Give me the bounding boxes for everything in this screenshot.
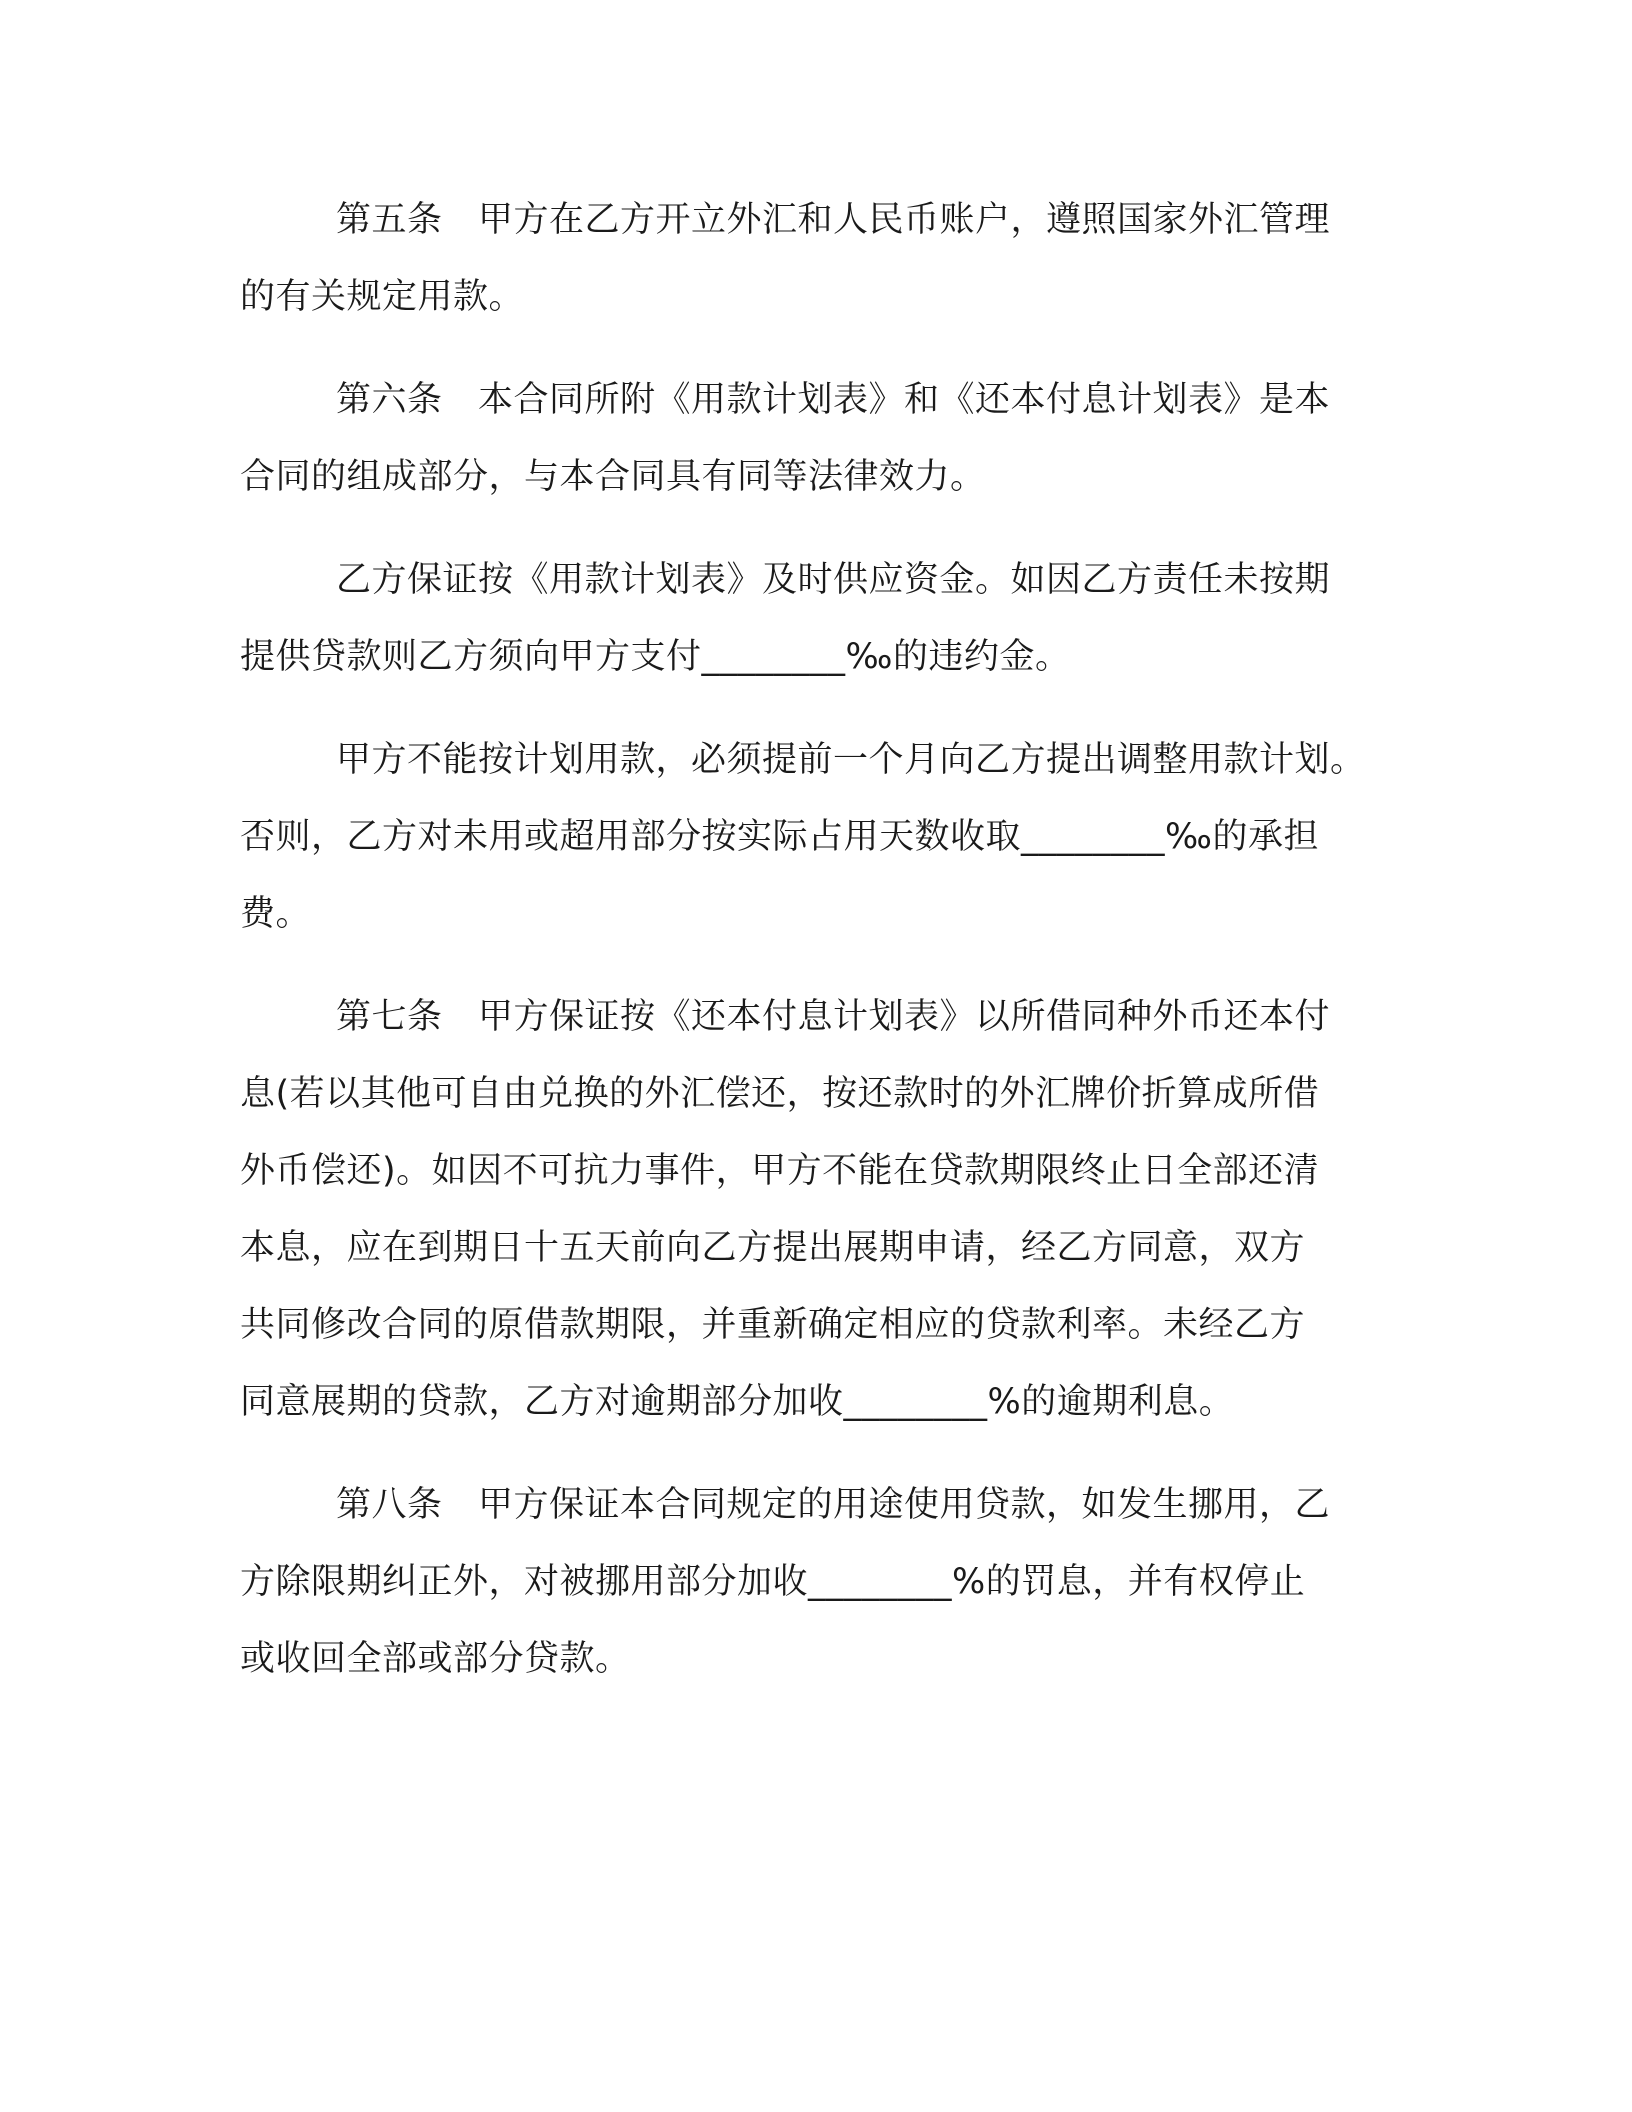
adjust-clause-line-3: 费。	[240, 894, 312, 934]
adjust-clause-line-2: 否则，乙方对未用或超用部分按实际占用天数收取________‰的承担	[240, 817, 1319, 857]
article-5-line-2: 的有关规定用款。	[240, 277, 525, 317]
article-7-line-2: 息(若以其他可自由兑换的外汇偿还，按还款时的外汇牌价折算成所借	[240, 1074, 1320, 1114]
article-7-line-5: 共同修改合同的原借款期限，并重新确定相应的贷款利率。未经乙方	[240, 1305, 1306, 1345]
article-5	[240, 182, 1380, 336]
article-7-line-4: 本息，应在到期日十五天前向乙方提出展期申请，经乙方同意，双方	[240, 1228, 1306, 1268]
article-8	[240, 1467, 1380, 1698]
article-8-line-2: 方除限期纠正外，对被挪用部分加收________%的罚息，并有权停止	[240, 1562, 1306, 1602]
article-6	[240, 362, 1380, 516]
adjust-clause-line-1: 甲方不能按计划用款，必须提前一个月向乙方提出调整用款计划。	[336, 740, 1366, 780]
article-7	[240, 979, 1380, 1441]
article-5-line-1: 第五条 甲方在乙方开立外汇和人民币账户，遵照国家外汇管理	[336, 200, 1331, 240]
article-6-supply-clause	[240, 542, 1380, 696]
article-6-adjust-clause	[240, 722, 1380, 953]
article-7-line-3: 外币偿还)。如因不可抗力事件，甲方不能在贷款期限终止日全部还清	[240, 1151, 1320, 1191]
supply-clause-line-1: 乙方保证按《用款计划表》及时供应资金。如因乙方责任未按期	[336, 560, 1331, 600]
article-8-line-1: 第八条 甲方保证本合同规定的用途使用贷款，如发生挪用，乙	[336, 1485, 1331, 1525]
contract-text	[240, 182, 1380, 1724]
article-8-line-3: 或收回全部或部分贷款。	[240, 1639, 631, 1679]
article-6-line-2: 合同的组成部分，与本合同具有同等法律效力。	[240, 457, 986, 497]
article-7-line-1: 第七条 甲方保证按《还本付息计划表》以所借同种外币还本付	[336, 997, 1331, 1037]
supply-clause-line-2: 提供贷款则乙方须向甲方支付________‰的违约金。	[240, 637, 1071, 677]
article-6-line-1: 第六条 本合同所附《用款计划表》和《还本付息计划表》是本	[336, 380, 1331, 420]
article-7-line-6: 同意展期的贷款，乙方对逾期部分加收________%的逾期利息。	[240, 1382, 1235, 1422]
